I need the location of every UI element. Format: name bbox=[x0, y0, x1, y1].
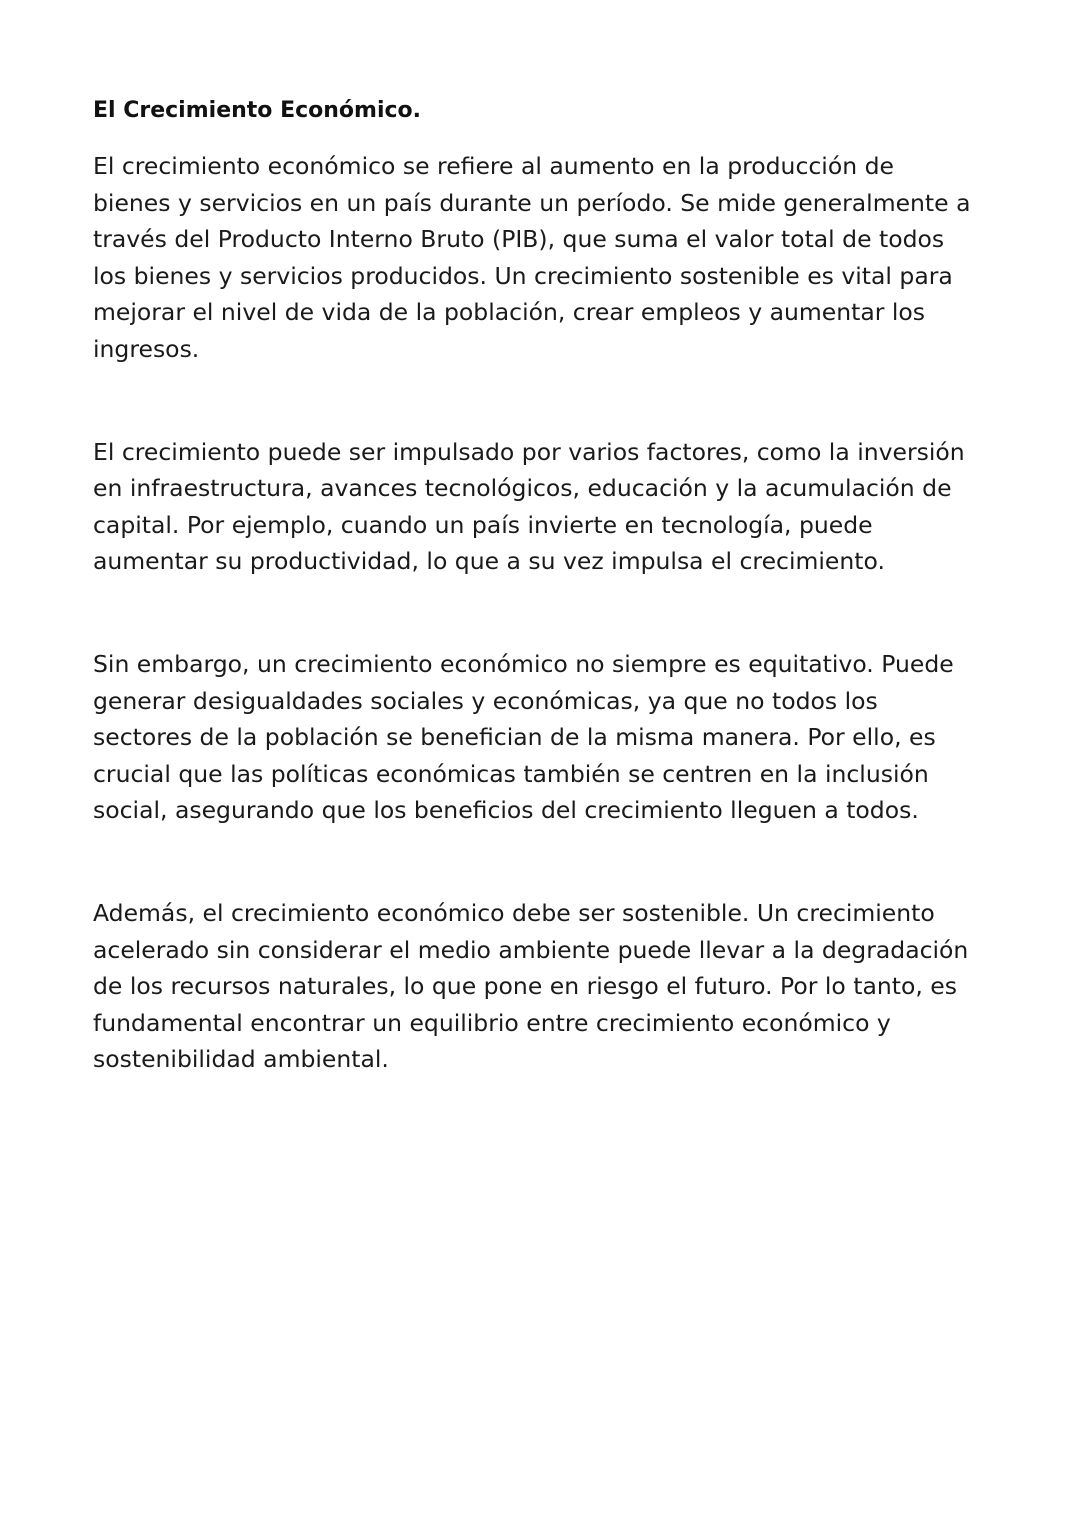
paragraph-factors: El crecimiento puede ser impulsado por varios factores, como la inversión en infraestructura, avances tecnológicos, educación y la acumulación de capital. Por ejemplo, cuando un país invierte en tecnología, puede aumentar su productividad, lo que a su vez impulsa el crecimiento. bbox=[93, 437, 965, 576]
paragraph-sustainability: Además, el crecimiento económico debe ser sostenible. Un crecimiento acelerado sin considerar el medio ambiente puede llevar a la degradación de los recursos naturales, lo que pone en riesgo el futuro. Por lo tanto, es fundamental encontrar un equilibrio entre crecimiento económico y sostenibilidad ambiental. bbox=[93, 898, 969, 1074]
document-body bbox=[93, 94, 973, 1078]
paragraph-inequality: Sin embargo, un crecimiento económico no siempre es equitativo. Puede generar desigualdades sociales y económicas, ya que no todos los sectores de la población se benefician de la misma manera. Por ello, es crucial que las políticas económicas también se centren en la inclusión social, asegurando que los beneficios del crecimiento lleguen a todos. bbox=[93, 649, 954, 825]
document-title: El Crecimiento Económico. bbox=[93, 98, 422, 123]
paragraph-definition: El crecimiento económico se refiere al aumento en la producción de bienes y servicios en un país durante un período. Se mide generalmente a través del Producto Interno Bruto (PIB), que suma el valor total de todos los bienes y servicios producidos. Un crecimiento sostenible es vital para mejorar el nivel de vida de la población, crear empleos y aumentar los ingresos. bbox=[93, 152, 971, 363]
